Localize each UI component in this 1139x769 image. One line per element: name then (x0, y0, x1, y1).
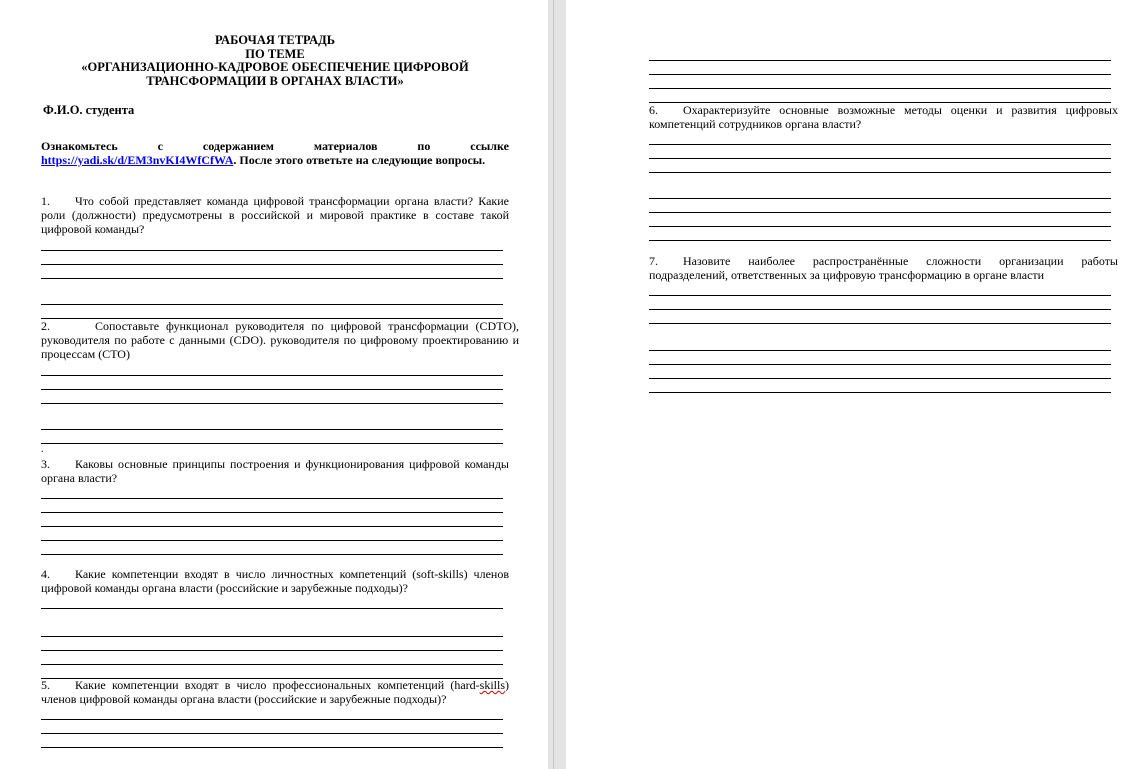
student-name-label: Ф.И.О. студента (43, 103, 135, 117)
intro-word: содержанием (202, 139, 274, 153)
question-number: 2. (41, 319, 50, 333)
intro-word: ссылке (470, 139, 509, 153)
question-text: Каковы основные принципы построения и функционирования цифровой команды органа власти? (41, 457, 509, 485)
answer-line[interactable] (41, 747, 503, 748)
page-gutter (548, 0, 566, 769)
answer-line[interactable] (649, 378, 1111, 379)
intro-instruction: . После этого ответьте на следующие вопросы. (233, 152, 486, 167)
question-text: Какие компетенции входят в число профессиональных компетенций (hard- (75, 678, 480, 692)
answer-line[interactable] (41, 540, 503, 541)
question-3 (41, 458, 509, 486)
answer-line[interactable] (649, 74, 1111, 75)
question-text: Сопоставьте функционал руководителя по цифровой трансформации (CDTO), руководителя по работе с данными (CDO). руководителя по цифровому проектированию и процессам (CTO) (41, 319, 519, 361)
answer-line[interactable] (41, 264, 503, 265)
answer-line[interactable] (41, 608, 503, 609)
answer-line[interactable] (41, 719, 503, 720)
answer-line[interactable] (41, 375, 503, 376)
question-number: 6. (649, 103, 658, 117)
answer-line[interactable] (41, 278, 503, 279)
question-text: Что собой представляет команда цифровой трансформации органа власти? Какие роли (должности) предусмотрены в российской и мировой практике в составе такой цифровой команды? (41, 194, 509, 236)
answer-line[interactable] (649, 323, 1111, 324)
answer-line[interactable] (649, 88, 1111, 89)
question-number: 7. (649, 254, 658, 268)
page-divider (553, 0, 554, 769)
intro-line-1 (41, 140, 509, 154)
answer-line[interactable] (649, 198, 1111, 199)
answer-line[interactable] (649, 60, 1111, 61)
title-line: ТРАНСФОРМАЦИИ В ОРГАНАХ ВЛАСТИ» (146, 73, 404, 88)
answer-line[interactable] (649, 226, 1111, 227)
question-4 (41, 568, 509, 596)
title-line: «ОРГАНИЗАЦИОННО-КАДРОВОЕ ОБЕСПЕЧЕНИЕ ЦИФРОВОЙ (81, 60, 469, 75)
question-text-continued: ) членов цифровой команды органа власти (российские и зарубежные подходы)? (41, 678, 509, 706)
answer-line[interactable] (41, 636, 503, 637)
title-line: РАБОЧАЯ ТЕТРАДЬ (215, 33, 335, 47)
answer-line[interactable] (649, 295, 1111, 296)
answer-line[interactable] (41, 512, 503, 513)
intro-word: с (157, 139, 163, 153)
answer-line[interactable] (649, 172, 1111, 173)
answer-line[interactable] (41, 554, 503, 555)
question-number: 4. (41, 567, 50, 581)
answer-line[interactable] (41, 733, 503, 734)
answer-line[interactable] (649, 364, 1111, 365)
question-5 (41, 679, 509, 707)
answer-line[interactable] (41, 403, 503, 404)
answer-line[interactable] (649, 212, 1111, 213)
answer-line[interactable] (41, 650, 503, 651)
question-1 (41, 195, 509, 237)
answer-line[interactable] (649, 240, 1111, 241)
intro-word: материалов (313, 139, 378, 153)
answer-line[interactable] (41, 526, 503, 527)
answer-line[interactable] (41, 250, 503, 251)
answer-line[interactable] (649, 158, 1111, 159)
document-title (40, 34, 510, 88)
intro-line-2 (41, 154, 509, 168)
answer-line[interactable] (649, 392, 1111, 393)
question-7 (649, 255, 1118, 283)
question-number: 3. (41, 457, 50, 471)
title-line: ПО ТЕМЕ (245, 46, 305, 61)
answer-line[interactable] (41, 664, 503, 665)
question-number: 1. (41, 194, 50, 208)
answer-line[interactable] (41, 389, 503, 390)
answer-line[interactable] (649, 144, 1111, 145)
answer-line[interactable] (649, 350, 1111, 351)
question-text: Какие компетенции входят в число личностных компетенций (soft-skills) членов цифровой команды органа власти (российские и зарубежные подходы)? (41, 567, 509, 595)
answer-line[interactable] (41, 443, 503, 444)
answer-line[interactable] (41, 429, 503, 430)
stray-mark: . (41, 444, 44, 455)
intro-word: по (417, 139, 431, 153)
spellcheck-marked-word[interactable]: skills (479, 678, 505, 692)
answer-line[interactable] (649, 309, 1111, 310)
question-2 (41, 320, 519, 362)
question-text: Охарактеризуйте основные возможные методы оценки и развития цифровых компетенций сотрудников органа власти? (649, 103, 1118, 131)
intro-paragraph (41, 140, 509, 167)
materials-link[interactable]: https://yadi.sk/d/EM3nvKI4WfCfWA (41, 152, 234, 167)
intro-word: Ознакомьтесь (41, 139, 118, 153)
answer-line[interactable] (41, 304, 503, 305)
question-number: 5. (41, 678, 50, 692)
question-6 (649, 104, 1118, 132)
answer-line[interactable] (41, 498, 503, 499)
question-text: Назовите наиболее распространённые сложности организации работы подразделений, ответственных за цифровую трансформацию в органе власти (649, 254, 1118, 282)
